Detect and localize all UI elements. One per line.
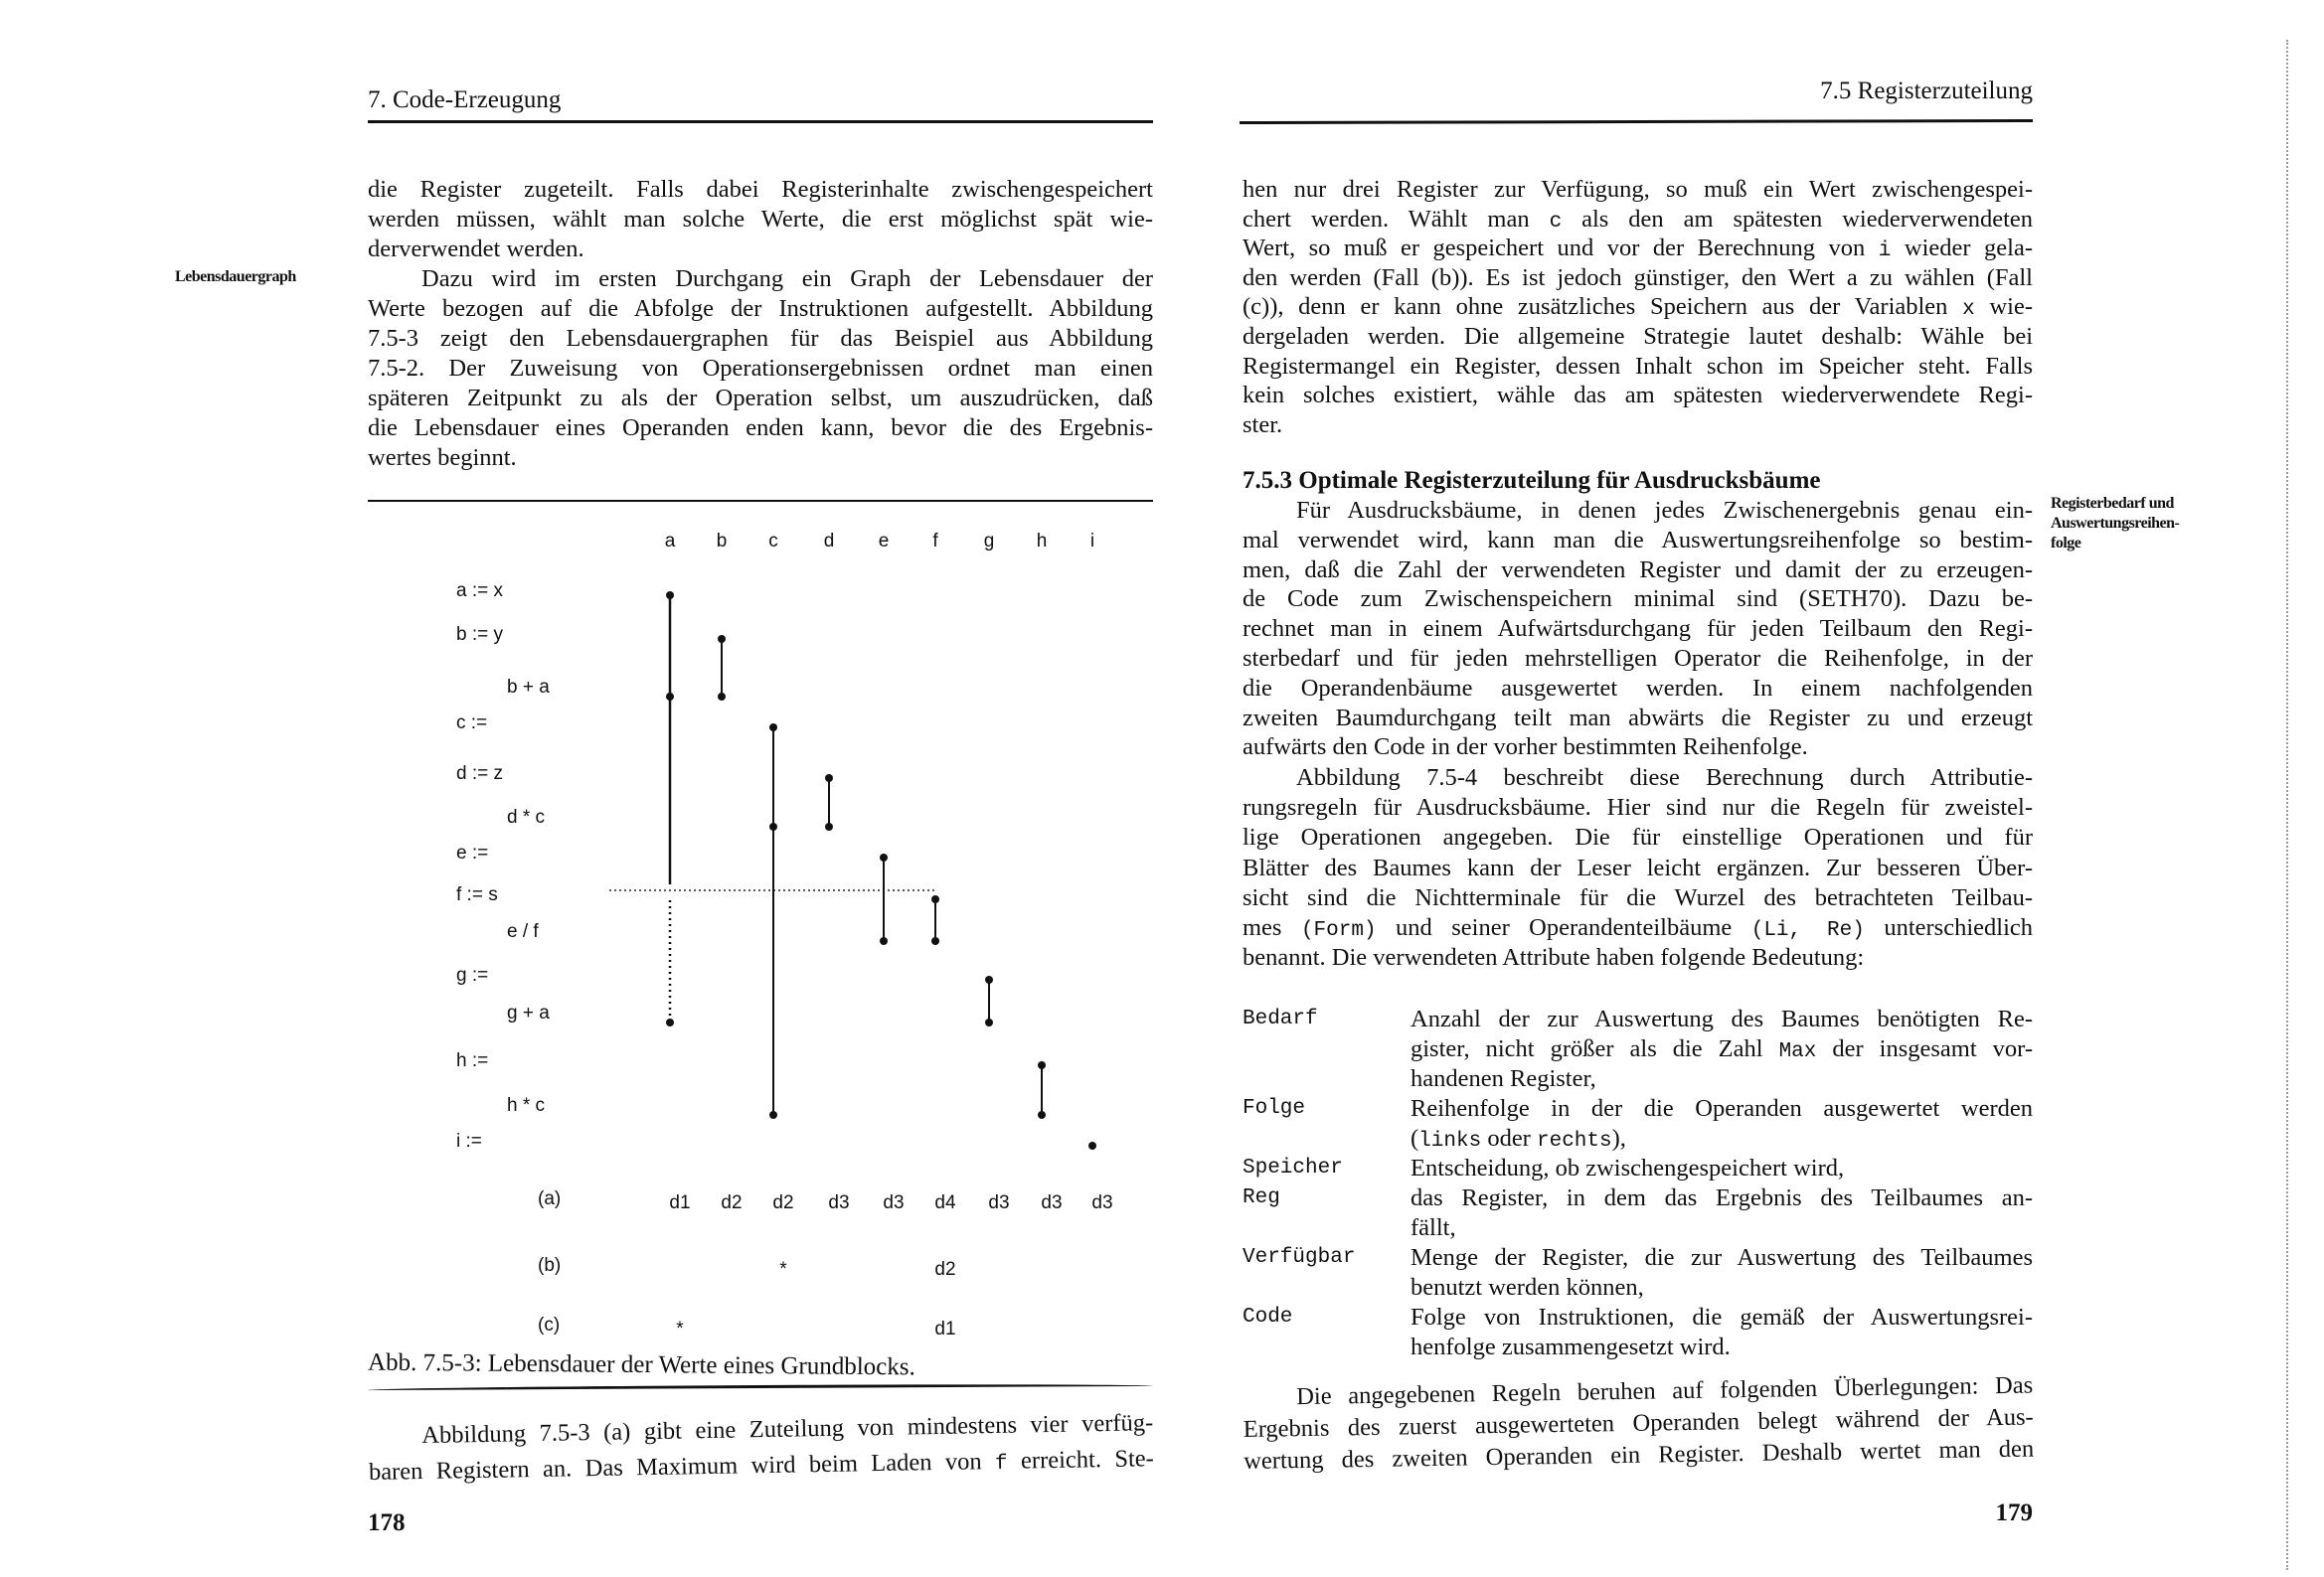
row-label: c := — [456, 712, 488, 733]
text-line: 7.5-2. Der Zuweisung von Operationsergebnissen ordnet man einen — [368, 355, 1153, 382]
row-label: b + a — [507, 677, 550, 698]
text-line — [1243, 234, 2033, 263]
text-line: aufwärts den Code in der vorher bestimmten Reihenfolge. — [1243, 733, 1808, 761]
row-label: a := x — [456, 580, 503, 601]
left-page-number: 178 — [368, 1509, 406, 1536]
margin-note-line: folge — [2051, 535, 2081, 552]
text-line: zweiten Baumdurchgang teilt man abwärts die Register zu und erzeugt — [1243, 704, 2033, 731]
text-line — [1243, 913, 2033, 943]
attribute-item — [1243, 1005, 2033, 1094]
register-assignment: d3 — [1041, 1192, 1063, 1213]
text-line: fällt, — [1411, 1214, 1456, 1241]
attribute-description — [1411, 1183, 2033, 1243]
text-line: benutzt werden können, — [1411, 1274, 1644, 1301]
text-line: die Lebensdauer eines Operanden enden kann, bevor die des Ergebnis- — [368, 414, 1153, 441]
binding-edge — [2286, 40, 2288, 1570]
right-paragraph-2 — [1243, 496, 2033, 762]
attribute-item — [1243, 1183, 2033, 1243]
column-label: d — [823, 531, 835, 552]
row-label: e / f — [507, 921, 539, 942]
register-assignment: d2 — [934, 1259, 956, 1280]
text-segment: Abbildung 7.5-3 (a) gibt eine Zuteilung von mindestens vier verfüg- — [421, 1409, 1154, 1450]
lifetime-end-dot — [1038, 1111, 1046, 1119]
text-line: benannt. Die verwendeten Attribute haben folgende Bedeutung: — [1243, 944, 1865, 972]
text-line: Abbildung 7.5-4 beschreibt diese Berechnung durch Attributie- — [1296, 764, 2033, 791]
text-segment: ), — [1611, 1125, 1626, 1152]
row-label: g + a — [507, 1003, 550, 1024]
text-line: sicht sind die Nichtterminale für die Wurzel des betrachteten Teilbau- — [1243, 883, 2033, 911]
text-line — [1411, 1034, 2033, 1064]
lifetime-end-dot — [666, 1019, 674, 1026]
text-segment: der insgesamt vor- — [1816, 1035, 2033, 1062]
left-margin-note: Lebensdauergraph — [175, 268, 296, 285]
lifetime-start-dot — [931, 895, 939, 903]
text-line: Dazu wird im ersten Durchgang ein Graph der Lebensdauer der — [421, 265, 1153, 292]
text-line: dergeladen werden. Die allgemeine Strategie lautet deshalb: Wähle bei — [1243, 322, 2033, 350]
text-segment: oder — [1481, 1125, 1537, 1152]
attribute-description — [1411, 1243, 2033, 1303]
text-line: de Code zum Zwischenspeichern minimal sind (SETH70). Dazu be- — [1243, 585, 2033, 613]
text-line: Reihenfolge in der die Operanden ausgewertet werden — [1411, 1095, 2033, 1122]
text-line: lige Operationen angegeben. Die für einstellige Operationen und für — [1243, 824, 2033, 852]
row-label: f := s — [456, 884, 498, 905]
register-assignment: d2 — [772, 1192, 794, 1213]
lifetime-graph-figure — [0, 0, 1193, 1411]
register-assignment: * — [779, 1259, 787, 1280]
attribute-name: Speicher — [1243, 1157, 1343, 1180]
attribute-description — [1411, 1094, 2033, 1154]
attribute-description — [1411, 1303, 2033, 1362]
code-term: x — [1962, 298, 1975, 322]
text-line: Ergebnis des zuerst ausgewerteten Operanden belegt während der Aus- — [1243, 1403, 2034, 1443]
lifetime-end-dot — [880, 937, 888, 945]
text-line: Blätter des Baumes kann der Leser leicht ergänzen. Zur besseren Über- — [1243, 854, 2033, 881]
row-label: d := z — [456, 763, 503, 784]
section-heading: 7.5.3 Optimale Registerzuteilung für Ausdrucksbäume — [1243, 467, 1821, 494]
row-label: i := — [456, 1131, 482, 1152]
column-label: a — [664, 531, 676, 552]
row-label: b := y — [456, 624, 503, 645]
lifetime-start-dot — [825, 774, 833, 782]
text-line: Für Ausdrucksbäume, in denen jedes Zwischenergebnis genau ein- — [1296, 497, 2033, 524]
register-assignment: d1 — [934, 1319, 956, 1340]
register-assignment: d3 — [988, 1192, 1010, 1213]
text-line: Anzahl der zur Auswertung des Baumes benötigten Re- — [1411, 1006, 2033, 1032]
text-line: Registermangel ein Register, dessen Inhalt schon im Speicher steht. Falls — [1243, 352, 2033, 380]
text-line — [1243, 205, 2033, 235]
text-segment: (c)), denn er kann ohne zusätzliches Speichern aus der Variablen — [1243, 293, 1963, 321]
register-assignment: * — [676, 1319, 684, 1340]
register-assignment: d3 — [883, 1192, 905, 1213]
code-term: i — [1878, 239, 1892, 263]
text-line: 7.5-3 zeigt den Lebensdauergraphen für das Beispiel aus Abbildung — [368, 325, 1153, 352]
column-label: c — [768, 531, 778, 552]
lifetime-start-dot — [1038, 1061, 1046, 1069]
text-segment: Wert, so muß er gespeichert und vor der Berechnung von — [1243, 235, 1879, 262]
register-assignment: d3 — [1091, 1192, 1113, 1213]
allocation-label: (c) — [538, 1315, 561, 1336]
row-label: g := — [456, 965, 489, 986]
column-label: e — [878, 531, 890, 552]
text-segment: wieder gela- — [1891, 235, 2033, 262]
text-line: derverwendet werden. — [368, 236, 584, 262]
attribute-item — [1243, 1154, 2033, 1183]
text-line: Die angegebenen Regeln beruhen auf folgenden Überlegungen: Das — [1296, 1371, 2034, 1411]
text-segment: erreicht. Ste- — [1007, 1445, 1155, 1475]
code-term: rechts — [1536, 1130, 1612, 1153]
text-line: men, daß die Zahl der verwendeten Register und damit der zu erzeugen- — [1243, 555, 2033, 583]
right-paragraph-3 — [1243, 763, 2033, 973]
text-segment: und seiner Operandenteilbäume — [1376, 913, 1751, 941]
code-term: c — [1549, 210, 1563, 234]
text-line: wertung des zweiten Operanden ein Register. Deshalb wertet man den — [1244, 1435, 2035, 1475]
attribute-name: Code — [1243, 1306, 1293, 1329]
lifetime-start-dot — [769, 723, 777, 731]
right-paragraph-4 — [1243, 1370, 2034, 1478]
register-assignment: d4 — [934, 1192, 956, 1213]
register-assignment: d3 — [828, 1192, 850, 1213]
attribute-name: Bedarf — [1243, 1008, 1318, 1030]
lifetime-end-dot — [718, 693, 726, 701]
lifetime-start-dot — [1088, 1142, 1096, 1150]
lifetime-use-dot — [769, 823, 777, 831]
text-line: späteren Zeitpunkt zu als der Operation selbst, um auszudrücken, daß — [368, 385, 1153, 411]
row-label: e := — [456, 843, 489, 864]
row-label: h * c — [507, 1095, 546, 1116]
attribute-item — [1243, 1094, 2033, 1154]
text-line: das Register, in dem das Ergebnis des Teilbaumes an- — [1411, 1184, 2033, 1211]
lifetime-use-dot — [666, 693, 674, 701]
left-running-head: 7. Code-Erzeugung — [368, 86, 562, 113]
text-segment: baren Registern an. Das Maximum wird beim Laden von — [368, 1447, 996, 1486]
text-line: rechnet man in einem Aufwärtsdurchgang für jeden Teilbaum den Regi- — [1243, 615, 2033, 643]
attribute-description — [1411, 1005, 2033, 1094]
attribute-name: Folge — [1243, 1097, 1306, 1120]
lifetime-end-dot — [769, 1111, 777, 1119]
attribute-item — [1243, 1303, 2033, 1362]
column-label: b — [716, 531, 728, 552]
text-line: die Register zugeteilt. Falls dabei Registerinhalte zwischengespeichert — [368, 176, 1153, 203]
right-paragraph-1 — [1243, 175, 2033, 439]
allocation-label: (a) — [538, 1188, 562, 1209]
text-segment: gister, nicht größer als die Zahl — [1411, 1035, 1779, 1062]
column-label: f — [932, 531, 938, 552]
text-line: kein solches existiert, wähle das am spätesten wiederverwendete Regi- — [1243, 382, 2033, 409]
lifetime-start-dot — [666, 591, 674, 599]
attribute-item — [1243, 1243, 2033, 1303]
code-term: (Form) — [1300, 918, 1377, 942]
lifetime-start-dot — [880, 854, 888, 862]
row-label: h := — [456, 1050, 489, 1071]
figure-caption: Abb. 7.5-3: Lebensdauer der Werte eines Grundblocks. — [367, 1348, 915, 1381]
column-label: g — [983, 531, 995, 552]
attribute-name: Reg — [1243, 1186, 1280, 1209]
text-line: Werte bezogen auf die Abfolge der Instruktionen aufgestellt. Abbildung — [368, 295, 1153, 322]
text-line: Menge der Register, die zur Auswertung des Teilbaumes — [1411, 1244, 2033, 1271]
text-line — [1411, 1124, 2033, 1154]
text-line: Folge von Instruktionen, die gemäß der Auswertungsrei- — [1411, 1304, 2033, 1331]
text-line: wertes beginnt. — [368, 444, 517, 471]
code-term: Max — [1778, 1040, 1817, 1063]
text-line: mal verwendet wird, kann man die Auswertungsreihenfolge so bestim- — [1243, 526, 2033, 553]
lifetime-graph-svg — [0, 0, 1193, 1411]
register-assignment: d2 — [721, 1192, 743, 1213]
text-segment: als den am spätesten wiederverwendeten — [1562, 205, 2033, 233]
attribute-list — [1243, 1005, 2033, 1362]
right-page-number: 179 — [1995, 1499, 2033, 1526]
text-line: die Operandenbäume ausgewertet werden. In einem nachfolgenden — [1243, 674, 2033, 702]
code-term: (Li, Re) — [1750, 918, 1865, 942]
lifetime-end-dot — [931, 937, 939, 945]
right-margin-note — [2051, 494, 2179, 553]
text-segment: wie- — [1974, 293, 2033, 321]
right-running-head: 7.5 Registerzuteilung — [1820, 78, 2033, 104]
text-line: sterbedarf und für jeden mehrstelligen Operator die Reihenfolge, in der — [1243, 644, 2033, 672]
lifetime-end-dot — [985, 1019, 993, 1026]
lifetime-start-dot — [985, 976, 993, 984]
text-line: ster. — [1243, 410, 1283, 438]
margin-note-line: Registerbedarf und — [2051, 495, 2174, 512]
code-term: links — [1418, 1130, 1482, 1153]
lifetime-start-dot — [718, 635, 726, 643]
margin-note-line: Auswertungsreihen- — [2051, 515, 2180, 532]
row-label: d * c — [507, 807, 546, 828]
lifetime-end-dot — [825, 823, 833, 831]
column-label: i — [1089, 531, 1095, 552]
text-line: hen nur drei Register zur Verfügung, so muß ein Wert zwischengespei- — [1243, 176, 2033, 203]
right-header-rule — [1240, 119, 2033, 124]
text-segment: unterschiedlich — [1864, 913, 2033, 941]
column-label: h — [1036, 531, 1048, 552]
text-segment: mes — [1243, 913, 1301, 941]
attribute-name: Verfügbar — [1243, 1246, 1356, 1269]
text-line: henfolge zusammengesetzt wird. — [1411, 1334, 1731, 1360]
left-paragraph-3 — [368, 1405, 1154, 1491]
code-term: f — [994, 1452, 1008, 1476]
text-line: werden müssen, wählt man solche Werte, die erst möglichst spät wie- — [368, 206, 1153, 233]
register-assignment: d1 — [669, 1192, 691, 1213]
text-line: rungsregeln für Ausdrucksbäume. Hier sind nur die Regeln für zweistel- — [1243, 794, 2033, 822]
text-line: den werden (Fall (b)). Es ist jedoch günstiger, den Wert a zu wählen (Fall — [1243, 263, 2033, 291]
text-segment: chert werden. Wählt man — [1243, 205, 1550, 233]
attribute-description — [1411, 1154, 2033, 1183]
text-line — [1243, 292, 2033, 322]
allocation-label: (b) — [538, 1255, 562, 1276]
text-line: handenen Register, — [1411, 1065, 1596, 1092]
text-segment: ( — [1411, 1125, 1419, 1152]
text-line: Entscheidung, ob zwischengespeichert wird, — [1411, 1155, 1845, 1182]
